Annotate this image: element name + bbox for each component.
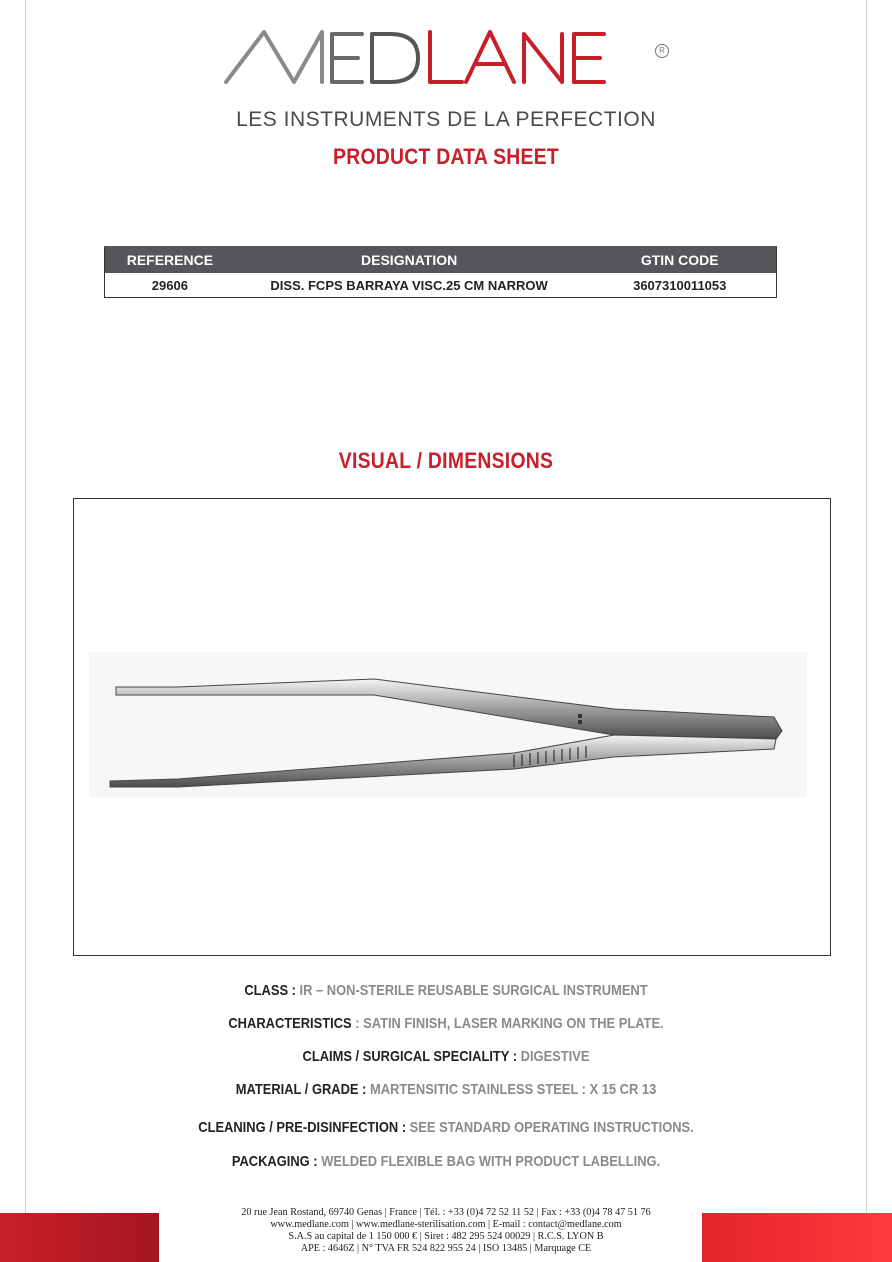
header-designation: DESIGNATION bbox=[235, 247, 584, 274]
product-visual-frame bbox=[73, 498, 831, 956]
brand-logo bbox=[0, 18, 892, 131]
footer-address: 20 rue Jean Rostand, 69740 Genas | France | Tél. : +33 (0)4 72 52 11 52 | Fax : +33 (0)4 78 47 51 76 bbox=[241, 1207, 651, 1218]
cell-reference: 29606 bbox=[151, 277, 188, 293]
footer-registration: APE : 4646Z | N° TVA FR 524 822 955 24 | ISO 13485 | Marquage CE bbox=[300, 1243, 592, 1254]
spec-cleaning bbox=[62, 1119, 829, 1136]
spec-material bbox=[62, 1081, 829, 1098]
spec-label: PACKAGING : bbox=[231, 1153, 318, 1170]
header-gtin-code: GTIN CODE bbox=[583, 247, 776, 274]
table-header-row bbox=[105, 247, 777, 274]
tagline: LES INSTRUMENTS DE LA PERFECTION bbox=[236, 108, 656, 131]
spec-value: : SATIN FINISH, LASER MARKING ON THE PLATE. bbox=[351, 1015, 664, 1032]
cell-gtin-code: 3607310011053 bbox=[633, 277, 727, 293]
table-row bbox=[105, 273, 777, 298]
spec-value: IR – NON-STERILE REUSABLE SURGICAL INSTRUMENT bbox=[299, 982, 648, 999]
spec-claims bbox=[62, 1048, 829, 1065]
spec-value: DIGESTIVE bbox=[520, 1048, 590, 1065]
footer-company: S.A.S au capital de 1 150 000 € | Siret : 482 295 524 00029 | R.C.S. LYON B bbox=[288, 1231, 604, 1242]
spec-packaging bbox=[62, 1153, 829, 1170]
spec-label: CLAIMS / SURGICAL SPECIALITY : bbox=[302, 1048, 518, 1065]
medlane-wordmark bbox=[222, 26, 652, 86]
footer-contact bbox=[0, 1207, 892, 1255]
spec-label: CLASS : bbox=[244, 982, 296, 999]
product-data-sheet-title: PRODUCT DATA SHEET bbox=[333, 144, 559, 169]
forceps-image bbox=[74, 499, 830, 955]
spec-characteristics bbox=[62, 1015, 829, 1032]
spec-label: CHARACTERISTICS bbox=[228, 1015, 352, 1032]
right-page-rule bbox=[866, 0, 867, 1262]
spec-label: MATERIAL / GRADE : bbox=[235, 1081, 367, 1098]
spec-label: CLEANING / PRE-DISINFECTION : bbox=[198, 1119, 407, 1136]
spec-value: MARTENSITIC STAINLESS STEEL : X 15 CR 13 bbox=[370, 1081, 657, 1098]
spec-class bbox=[62, 982, 829, 999]
header-reference: REFERENCE bbox=[105, 247, 235, 274]
spec-value: SEE STANDARD OPERATING INSTRUCTIONS. bbox=[409, 1119, 694, 1136]
registered-mark: R bbox=[655, 44, 669, 58]
cell-designation: DISS. FCPS BARRAYA VISC.25 CM NARROW bbox=[270, 277, 548, 293]
footer-web: www.medlane.com | www.medlane-sterilisation.com | E-mail : contact@medlane.com bbox=[270, 1219, 622, 1230]
visual-dimensions-title: VISUAL / DIMENSIONS bbox=[338, 448, 554, 473]
reference-table bbox=[104, 246, 777, 298]
left-page-rule bbox=[25, 0, 26, 1262]
spec-value: WELDED FLEXIBLE BAG WITH PRODUCT LABELLING. bbox=[321, 1153, 661, 1170]
